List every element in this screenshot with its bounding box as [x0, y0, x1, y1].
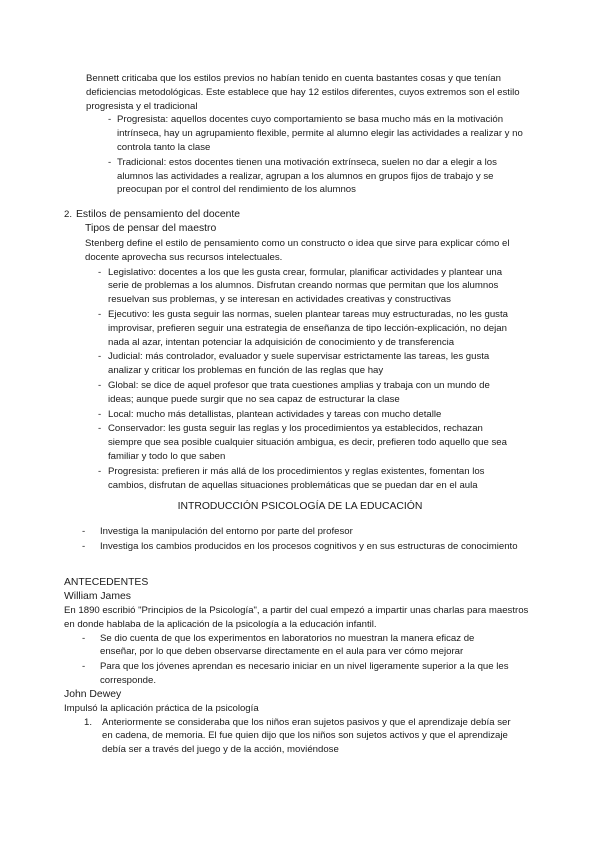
bennett-section	[86, 72, 532, 197]
william-james-name: William James	[64, 591, 131, 602]
antecedentes-section	[64, 576, 536, 757]
william-james-text: En 1890 escribió "Principios de la Psicología", a partir del cual empezó a impartir unas charlas para maestros en donde hablaba de la aplicación de la psicología a la educación infantil.	[64, 605, 529, 630]
list-item-text: Tradicional: estos docentes tienen una motivación extrínseca, suelen no dar a elegir a los alumnos las actividades a realizar, agrupan a los alumnos en grupos fijos de trabajo y se preocupan por el control del rendimiento de los alumnos	[117, 156, 497, 196]
estilos-section	[64, 208, 536, 492]
list-item-text: Judicial: más controlador, evaluador y suele supervisar estrictamente las tareas, les gusta analizar y criticar los problemas en función de las reglas que hay	[108, 351, 490, 377]
bullet-dash: -	[82, 540, 86, 552]
list-item	[82, 525, 522, 539]
bullet-dash: -	[98, 408, 102, 420]
list-item-text: Se dio cuenta de que los experimentos en laboratorios no muestran la manera eficaz de enseñar, por lo que deben observarse directamente en el aula para ver cómo mejorar	[100, 632, 475, 658]
list-item-text: Local: mucho más detallistas, plantean actividades y tareas con mucho detalle	[108, 408, 442, 420]
list-item	[108, 156, 532, 197]
bennett-list	[108, 113, 532, 197]
john-dewey-text: Impulsó la aplicación práctica de la psicología	[64, 702, 259, 714]
bullet-dash: -	[108, 156, 112, 168]
list-item	[98, 408, 512, 422]
list-item	[98, 266, 512, 307]
bullet-dash: -	[98, 423, 102, 435]
list-item-text: Investiga la manipulación del entorno por parte del profesor	[100, 526, 353, 537]
bullet-dash: -	[82, 632, 86, 644]
bullet-dash: -	[98, 379, 102, 391]
list-item-text: Progresista: prefieren ir más allá de los procedimientos y reglas existentes, fomentan los cambios, disfrutan de aquellas situaciones problemáticas que se puedan dar en el aula	[108, 465, 485, 491]
bullet-dash: -	[98, 308, 102, 320]
list-item	[98, 308, 512, 349]
bullet-dash: -	[98, 351, 102, 363]
bullet-dash: -	[108, 114, 112, 126]
list-item-text: Investiga los cambios producidos en los procesos cognitivos y en sus estructuras de conocimiento	[100, 540, 518, 552]
bullet-dash: -	[82, 526, 86, 537]
list-item-text: Legislativo: docentes a los que les gusta crear, formular, planificar actividades y plantear una serie de problemas a los alumnos. Disfrutan creando normas que permitan que los alumnos resuelvan sus problemas, y se interesan en actividades creativas y constructivas	[108, 266, 503, 306]
list-item-text: Conservador: les gusta seguir las reglas y los procedimientos ya establecidos, rechazan siempre que sea posible cualquier situación ambigua, es decir, prefieren todo aquello que sea familiar y todo lo que saben	[108, 423, 507, 462]
list-item	[98, 350, 512, 378]
list-item	[82, 540, 522, 554]
list-item	[98, 422, 512, 463]
list-item	[108, 113, 532, 154]
section-body	[64, 222, 536, 492]
james-list	[82, 632, 512, 688]
dewey-list	[84, 716, 514, 757]
list-item-text: Progresista: aquellos docentes cuyo comportamiento se basa mucho más en la motivación intrínseca, hay un agrupamiento flexible, permite al alumno elegir las actividades a realizar y no controla tanto la clase	[117, 114, 523, 153]
antecedentes-heading: ANTECEDENTES	[64, 577, 149, 588]
section-title: Estilos de pensamiento del docente	[76, 209, 241, 220]
list-item	[98, 465, 512, 493]
intro-title: INTRODUCCIÓN PSICOLOGÍA DE LA EDUCACIÓN	[177, 501, 423, 512]
bullet-dash: -	[98, 266, 102, 278]
intro-title-block	[64, 500, 536, 514]
list-item-text: Para que los jóvenes aprendan es necesario iniciar en un nivel ligeramente superior a la que les corresponde.	[100, 661, 509, 686]
section-heading	[64, 208, 536, 222]
estilos-list	[98, 266, 512, 493]
numbered-item	[84, 716, 514, 757]
list-item-text: Ejecutivo: les gusta seguir las normas, suelen plantear tareas muy estructuradas, no les gusta improvisar, prefieren seguir una estrategia de enseñanza de tipo lección-explicación, no dejan nada al azar, intentan potenciar la adquisición de conocimiento y de transferencia	[108, 308, 508, 348]
list-item	[98, 379, 512, 407]
section-number: 2.	[64, 209, 73, 220]
john-dewey-name: John Dewey	[64, 688, 122, 700]
intro-list	[82, 525, 522, 554]
section-subtitle: Tipos de pensar del maestro	[85, 223, 217, 234]
numbered-item-text: Anteriormente se consideraba que los niños eran sujetos pasivos y que el aprendizaje debía ser en cadena, de memoria. El fue quien dijo que los niños son sujetos activos y que el aprendizaje debía ser a través del juego y de la acción, moviéndose	[102, 716, 511, 756]
bullet-dash: -	[82, 661, 86, 673]
bennett-intro: Bennett criticaba que los estilos previos no habían tenido en cuenta bastantes cosas y que tenían deficiencias metodológicas. Este establece que hay 12 estilos diferentes, cuyos extremos son el estilo progresista y el tradicional	[86, 73, 520, 112]
list-item	[82, 632, 512, 660]
list-item	[82, 660, 512, 688]
list-item-text: Global: se dice de aquel profesor que trata cuestiones amplias y trabaja con un mundo de ideas; aunque puede surgir que no sea capaz de estructurar la clase	[108, 379, 490, 405]
estilos-intro: Stenberg define el estilo de pensamiento como un constructo o idea que sirve para explicar cómo el docente aprovecha sus recursos intelectuales.	[85, 238, 510, 263]
bullet-dash: -	[98, 465, 102, 477]
item-number: 1.	[84, 716, 93, 728]
